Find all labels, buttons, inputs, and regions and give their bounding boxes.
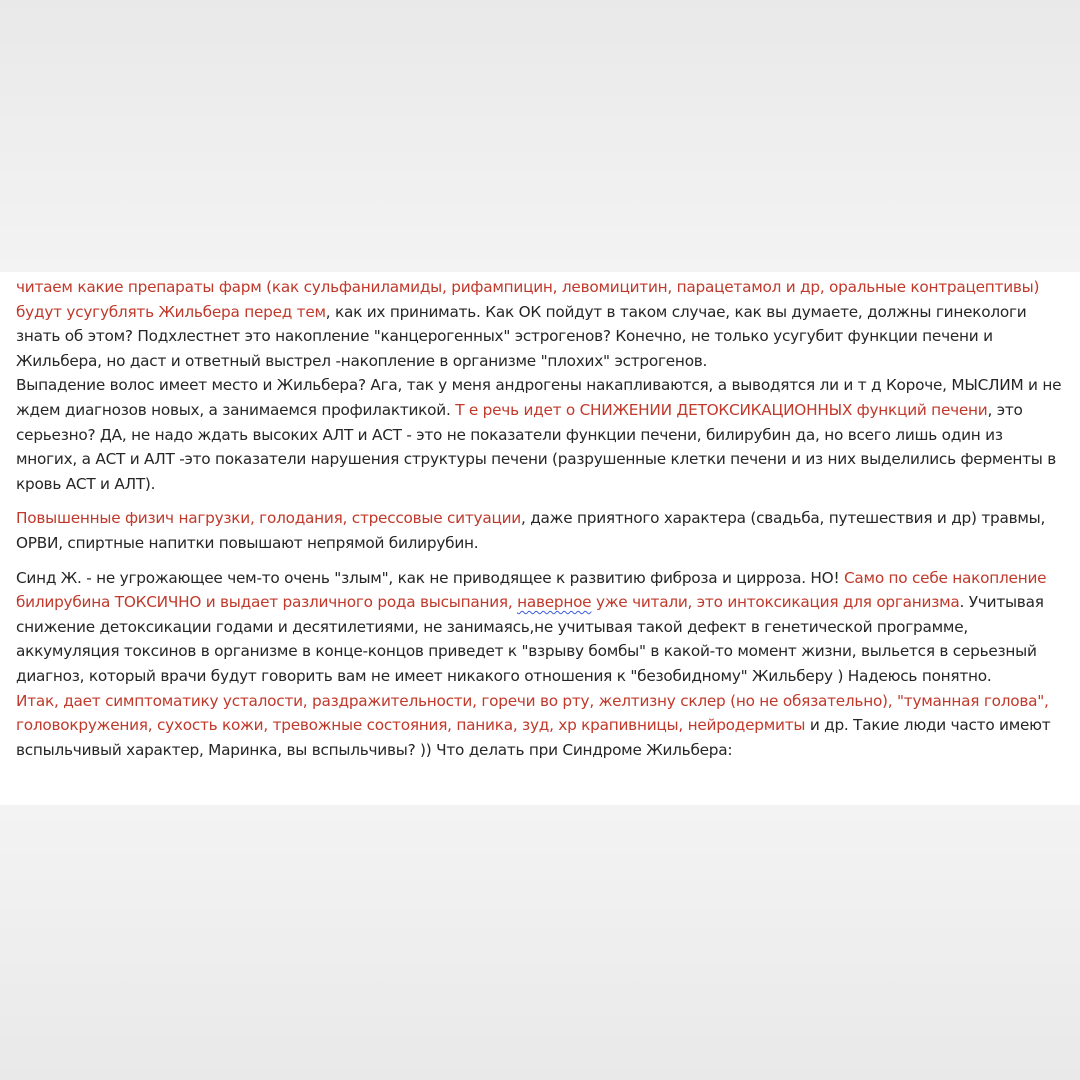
text-segment: и др. Такие люди часто имеют вспыльчивый характер, Маринка, вы вспыльчивы? )) Что делать при Синдроме Жильбера:	[16, 716, 1051, 759]
text-segment: Синд Ж. - не угрожающее чем-то очень "злым", как не приводящее к развитию фиброза и цирроза. НО!	[16, 568, 844, 587]
text-segment-highlight: Т е речь идет о СНИЖЕНИИ ДЕТОКСИКАЦИОННЫХ функций печени	[455, 400, 988, 419]
text-segment-highlight: уже читали, это интоксикация для организма	[591, 593, 960, 612]
text-segment: Выпадение волос имеет место и Жильбера? Ага, так у меня андрогены накапливаются, а выводятся ли и т д Короче, МЫСЛИМ и не ждем диагнозов новых, а занимаемся профилактикой.	[16, 376, 1062, 419]
text-segment: . Учитывая снижение детоксикации годами и десятилетиями, не занимаясь,не учитывая такой дефект в генетической программе, аккумуляция токсинов в организме в конце-концов приведет к "взрыву бомбы" в какой-то момент жизни, выльется в серьезный диагноз, который врачи будут говорить вам не имеет никакого отношения к "безобидному" Жильберу ) Надеюсь понятно.	[16, 593, 1044, 685]
paragraph-triggers	[16, 506, 1066, 555]
paragraph-symptoms	[16, 689, 1066, 763]
text-segment: , это серьезно? ДА, не надо ждать высоких АЛТ и АСТ - это не показатели функции печени, билирубин да, но всего лишь один из многих, а АСТ и АЛТ -это показатели нарушения структуры печени (разрушенные клетки печени и из них выделились ферменты в кровь АСТ и АЛТ).	[16, 400, 1056, 493]
paragraph-hair-loss	[16, 373, 1066, 496]
text-segment: , даже приятного характера (свадьба, путешествия и др) травмы, ОРВИ, спиртные напитки повышают непрямой билирубин.	[16, 509, 1046, 552]
paragraph-drugs	[16, 275, 1066, 373]
text-segment-highlight: читаем какие препараты фарм (как сульфаниламиды, рифампицин, левомицитин, парацетамол и др, оральные контрацептивы) будут усугублять Жильбера перед тем	[16, 278, 1040, 321]
text-segment-highlight: Итак, дает симптоматику усталости, раздражительности, горечи во рту, желтизну склер (но не обязательно), "туманная голова", головокружения, сухость кожи, тревожные состояния, паника, зуд, хр крапивницы, нейродермиты	[16, 691, 1049, 735]
text-screenshot-band	[0, 272, 1080, 805]
paragraph-bilirubin-toxicity	[16, 566, 1066, 689]
spellcheck-underlined-word: наверное	[517, 593, 592, 612]
text-segment-highlight: Повышенные физич нагрузки, голодания, стрессовые ситуации	[16, 509, 521, 528]
text-segment: , как их принимать. Как ОК пойдут в таком случае, как вы думаете, должны гинекологи знать об этом? Подхлестнет это накопление "канцерогенных" эстрогенов? Конечно, не только усугубит функции печени и Жильбера, но даст и ответный выстрел -накопление в организме "плохих" эстрогенов.	[16, 302, 1027, 370]
text-segment-highlight: Само по себе накопление билирубина ТОКСИЧНО и выдает различного рода высыпания,	[16, 568, 1047, 612]
